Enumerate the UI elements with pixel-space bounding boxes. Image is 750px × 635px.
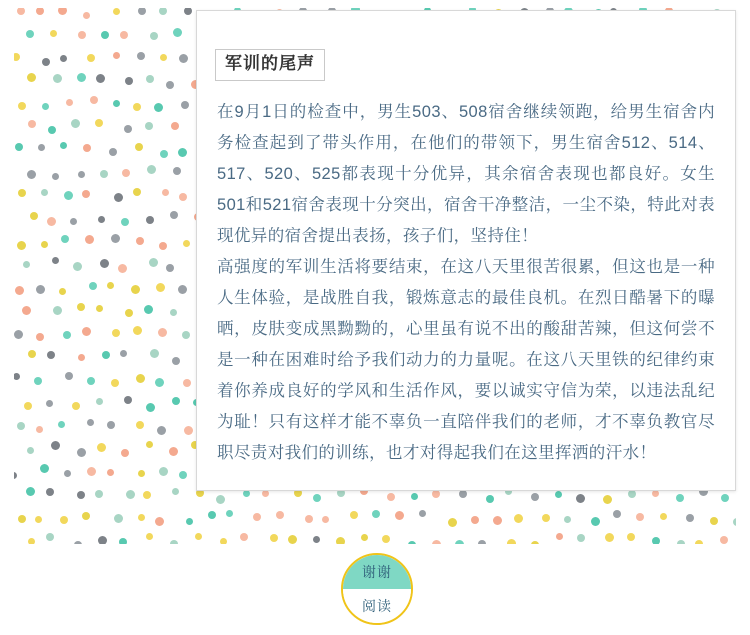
background-dot xyxy=(262,490,269,497)
background-dot xyxy=(47,351,55,359)
badge-line-2: 阅读 xyxy=(362,598,392,614)
article-title-wrap xyxy=(215,49,325,81)
background-dot xyxy=(70,218,77,225)
background-dot xyxy=(58,8,67,15)
background-dot xyxy=(448,518,457,527)
background-dot xyxy=(576,494,585,503)
background-dot xyxy=(313,494,321,502)
background-dot xyxy=(87,467,96,476)
background-dot xyxy=(72,402,80,410)
background-dot xyxy=(36,333,44,341)
background-dot xyxy=(136,374,145,383)
background-dot xyxy=(336,537,345,544)
background-dot xyxy=(531,493,539,501)
background-dot xyxy=(35,516,42,523)
background-dot xyxy=(14,472,17,479)
background-dot xyxy=(120,31,128,39)
article-body xyxy=(217,97,715,469)
background-dot xyxy=(395,511,404,520)
background-dot xyxy=(14,330,23,339)
background-dot xyxy=(240,533,248,541)
badge-bottom-half xyxy=(343,589,411,623)
background-dot xyxy=(172,357,180,365)
background-dot xyxy=(157,426,166,435)
article-paragraph-2: 高强度的军训生活将要结束，在这八天里很苦很累，但这也是一种人生体验，是战胜自我，锻炼意志的最佳良机。在烈日酷暑下的曝晒，皮肤变成黑黝黝的，心里虽有说不出的酸甜苦辣，但这何尝不是一种在困难时给予我们动力的力量呢。在这八天里铁的纪律约束着你养成良好的学风和生活作风，要以诚实守信为荣，以违法乱纪为耻！只有这样才能不辜负一直陪伴我们的老师，才不辜负教官尽职尽责对我们的训练，也才对得起我们在这里挥洒的汗水！ xyxy=(217,258,715,462)
background-dot xyxy=(17,8,25,15)
background-dot xyxy=(172,488,179,495)
background-dot xyxy=(173,167,181,175)
background-dot xyxy=(114,514,123,523)
background-dot xyxy=(46,533,54,541)
background-dot xyxy=(556,533,563,540)
background-dot xyxy=(146,403,155,412)
background-dot xyxy=(59,288,66,295)
article-paragraph-1: 在9月1日的检查中，男生503、508宿舍继续领跑，给男生宿舍内务检查起到了带头作用，在他们的带领下，男生宿舍512、514、517、520、525都表现十分优异，其余宿舍表现也都良好。女生501和521宿舍表现十分突出，宿舍干净整洁，一尘不染，特此对表现优异的宿舍提出表扬，孩子们，坚持住！ xyxy=(217,103,715,245)
background-dot xyxy=(26,30,34,38)
background-dot xyxy=(126,490,135,499)
background-dot xyxy=(61,235,69,243)
background-dot xyxy=(113,8,120,15)
background-dot xyxy=(119,538,127,544)
background-dot xyxy=(124,396,132,404)
background-dot xyxy=(66,99,73,106)
background-dot xyxy=(63,331,71,339)
background-dot xyxy=(577,534,585,542)
background-dot xyxy=(27,447,34,454)
background-dot xyxy=(138,470,145,477)
background-dot xyxy=(372,510,380,518)
background-dot xyxy=(133,326,142,335)
article-title: 军训的尾声 xyxy=(215,49,325,81)
background-dot xyxy=(77,491,85,499)
background-dot xyxy=(652,537,660,544)
background-dot xyxy=(87,419,94,426)
background-dot xyxy=(186,518,193,525)
background-dot xyxy=(83,12,90,19)
background-dot xyxy=(182,331,190,339)
background-dot xyxy=(514,514,523,523)
background-dot xyxy=(166,81,174,89)
background-dot xyxy=(14,53,20,61)
background-dot xyxy=(733,518,736,526)
background-dot xyxy=(38,144,45,151)
background-dot xyxy=(555,491,562,498)
background-dot xyxy=(52,173,59,180)
background-dot xyxy=(155,378,164,387)
background-dot xyxy=(102,351,110,359)
background-dot xyxy=(60,516,68,524)
background-dot xyxy=(101,31,109,39)
background-dot xyxy=(660,513,667,520)
background-dot xyxy=(74,541,82,544)
background-dot xyxy=(30,212,38,220)
background-dot xyxy=(178,148,187,157)
background-dot xyxy=(149,258,158,267)
background-dot xyxy=(97,443,106,452)
background-dot xyxy=(42,58,50,66)
background-dot xyxy=(216,495,225,504)
background-dot xyxy=(493,516,502,525)
background-dot xyxy=(96,74,105,83)
background-dot xyxy=(85,235,94,244)
background-dot xyxy=(171,122,179,130)
background-dot xyxy=(120,350,127,357)
background-dot xyxy=(17,422,25,430)
background-dot xyxy=(109,148,117,156)
background-dot xyxy=(179,193,187,201)
background-dot xyxy=(36,285,45,294)
background-dot xyxy=(322,516,329,523)
background-dot xyxy=(305,515,313,523)
background-dot xyxy=(77,448,86,457)
background-dot xyxy=(145,122,153,130)
background-dot xyxy=(96,305,103,312)
background-dot xyxy=(17,241,26,250)
background-dot xyxy=(350,511,358,519)
article-card xyxy=(196,10,736,491)
background-dot xyxy=(146,441,153,448)
background-dot xyxy=(459,490,467,498)
background-dot xyxy=(382,535,390,543)
background-dot xyxy=(159,467,168,476)
background-dot xyxy=(184,8,192,15)
background-dot xyxy=(155,517,164,526)
background-dot xyxy=(83,144,91,152)
background-dot xyxy=(87,377,95,385)
background-dot xyxy=(172,397,180,405)
background-dot xyxy=(90,96,98,104)
background-dot xyxy=(361,534,368,541)
background-dot xyxy=(78,31,86,39)
background-dot xyxy=(150,32,158,40)
background-dot xyxy=(137,52,145,60)
background-dot xyxy=(28,120,36,128)
background-dot xyxy=(146,216,154,224)
background-dot xyxy=(710,517,718,525)
background-dot xyxy=(65,372,73,380)
background-dot xyxy=(160,54,167,61)
background-dot xyxy=(100,259,109,268)
background-dot xyxy=(721,494,729,502)
background-dot xyxy=(471,516,479,524)
background-dot xyxy=(118,264,127,273)
background-dot xyxy=(114,193,123,202)
background-dot xyxy=(136,421,144,429)
background-dot xyxy=(160,150,168,158)
background-dot xyxy=(156,283,165,292)
background-dot xyxy=(26,487,35,496)
background-dot xyxy=(73,262,82,271)
background-dot xyxy=(628,490,636,498)
background-dot xyxy=(686,514,694,522)
background-dot xyxy=(36,426,43,433)
background-dot xyxy=(143,491,151,499)
background-dot xyxy=(170,540,178,544)
background-dot xyxy=(34,377,42,385)
background-dot xyxy=(591,517,600,526)
background-dot xyxy=(288,535,297,544)
background-dot xyxy=(14,373,20,380)
background-dot xyxy=(124,125,132,133)
background-dot xyxy=(695,540,703,544)
background-dot xyxy=(82,190,90,198)
background-dot xyxy=(40,464,49,473)
background-dot xyxy=(220,538,227,544)
background-dot xyxy=(133,188,141,196)
background-dot xyxy=(53,74,62,83)
background-dot xyxy=(146,75,154,83)
background-dot xyxy=(111,379,119,387)
background-dot xyxy=(170,211,178,219)
background-dot xyxy=(60,142,67,149)
background-dot xyxy=(173,28,182,37)
background-dot xyxy=(121,449,129,457)
background-dot xyxy=(313,536,320,543)
background-dot xyxy=(27,170,36,179)
background-dot xyxy=(82,512,90,520)
background-dot xyxy=(208,511,216,519)
background-dot xyxy=(18,189,26,197)
background-dot xyxy=(154,103,163,112)
background-dot xyxy=(170,309,177,316)
background-dot xyxy=(89,282,97,290)
background-dot xyxy=(387,493,395,501)
background-dot xyxy=(181,101,189,109)
background-dot xyxy=(113,52,120,59)
background-dot xyxy=(96,398,103,405)
background-dot xyxy=(146,533,153,540)
background-dot xyxy=(98,216,105,223)
background-dot xyxy=(78,171,85,178)
background-dot xyxy=(51,441,60,450)
background-dot xyxy=(50,30,57,37)
background-dot xyxy=(169,447,178,456)
background-dot xyxy=(107,282,114,289)
background-dot xyxy=(455,540,464,544)
background-dot xyxy=(147,165,156,174)
badge-line-1: 谢谢 xyxy=(362,564,392,580)
background-dot xyxy=(138,514,145,521)
background-dot xyxy=(82,327,91,336)
background-dot xyxy=(270,534,278,542)
background-dot xyxy=(24,402,32,410)
background-dot xyxy=(408,541,416,544)
background-dot xyxy=(27,73,36,82)
background-dot xyxy=(627,533,635,541)
background-dot xyxy=(676,494,684,502)
background-dot xyxy=(28,350,36,358)
background-dot xyxy=(95,119,103,127)
background-dot xyxy=(60,55,67,62)
background-dot xyxy=(419,510,426,517)
background-dot xyxy=(507,539,516,544)
background-dot xyxy=(179,54,188,63)
background-dot xyxy=(159,8,167,15)
background-dot xyxy=(28,538,35,544)
background-dot xyxy=(77,73,86,82)
background-dot xyxy=(276,511,284,519)
background-dot xyxy=(720,536,728,544)
background-dot xyxy=(486,495,494,503)
background-dot xyxy=(121,218,129,226)
background-dot xyxy=(15,143,23,151)
background-dot xyxy=(158,328,167,337)
background-dot xyxy=(144,305,153,314)
background-dot xyxy=(64,191,73,200)
background-dot xyxy=(18,515,26,523)
background-dot xyxy=(184,426,193,435)
background-dot xyxy=(133,103,141,111)
background-dot xyxy=(531,541,539,544)
background-dot xyxy=(159,242,167,250)
background-dot xyxy=(107,469,114,476)
background-dot xyxy=(178,285,187,294)
background-dot xyxy=(613,510,621,518)
background-dot xyxy=(112,329,120,337)
background-dot xyxy=(36,8,44,15)
background-dot xyxy=(77,303,85,311)
background-dot xyxy=(166,264,174,272)
background-dot xyxy=(41,241,48,248)
background-dot xyxy=(111,234,120,243)
background-dot xyxy=(15,286,24,295)
background-dot xyxy=(478,540,486,544)
background-dot xyxy=(58,421,65,428)
background-dot xyxy=(53,306,62,315)
background-dot xyxy=(253,513,261,521)
background-dot xyxy=(183,240,190,247)
background-dot xyxy=(432,490,440,498)
background-dot xyxy=(64,470,71,477)
background-dot xyxy=(42,103,49,110)
background-dot xyxy=(652,490,659,497)
background-dot xyxy=(71,119,80,128)
background-dot xyxy=(125,309,133,317)
background-dot xyxy=(78,354,85,361)
background-dot xyxy=(41,189,48,196)
background-dot xyxy=(605,533,614,542)
background-dot xyxy=(243,490,250,497)
background-dot xyxy=(411,493,418,500)
background-dot xyxy=(138,8,146,15)
background-dot xyxy=(100,170,108,178)
background-dot xyxy=(195,533,202,540)
background-dot xyxy=(636,513,644,521)
background-dot xyxy=(131,285,140,294)
background-dot xyxy=(46,488,54,496)
background-dot xyxy=(150,349,159,358)
thanks-for-reading-badge[interactable] xyxy=(341,553,413,625)
background-dot xyxy=(542,514,550,522)
badge-top-half xyxy=(343,555,411,589)
background-dot xyxy=(113,100,120,107)
background-dot xyxy=(122,169,130,177)
background-dot xyxy=(432,540,441,544)
background-dot xyxy=(46,400,53,407)
background-dot xyxy=(677,540,685,544)
background-dot xyxy=(179,471,187,479)
background-dot xyxy=(564,516,571,523)
background-dot xyxy=(135,143,143,151)
background-dot xyxy=(87,54,95,62)
background-dot xyxy=(48,126,56,134)
background-dot xyxy=(22,306,31,315)
background-dot xyxy=(162,189,169,196)
background-dot xyxy=(95,490,103,498)
background-dot xyxy=(226,510,233,517)
background-dot xyxy=(603,495,612,504)
background-dot xyxy=(125,77,133,85)
background-dot xyxy=(98,536,107,544)
background-dot xyxy=(183,379,191,387)
background-dot xyxy=(47,217,56,226)
background-dot xyxy=(52,257,59,264)
background-dot xyxy=(23,261,30,268)
background-dot xyxy=(136,237,144,245)
background-dot xyxy=(18,102,26,110)
background-dot xyxy=(107,421,115,429)
